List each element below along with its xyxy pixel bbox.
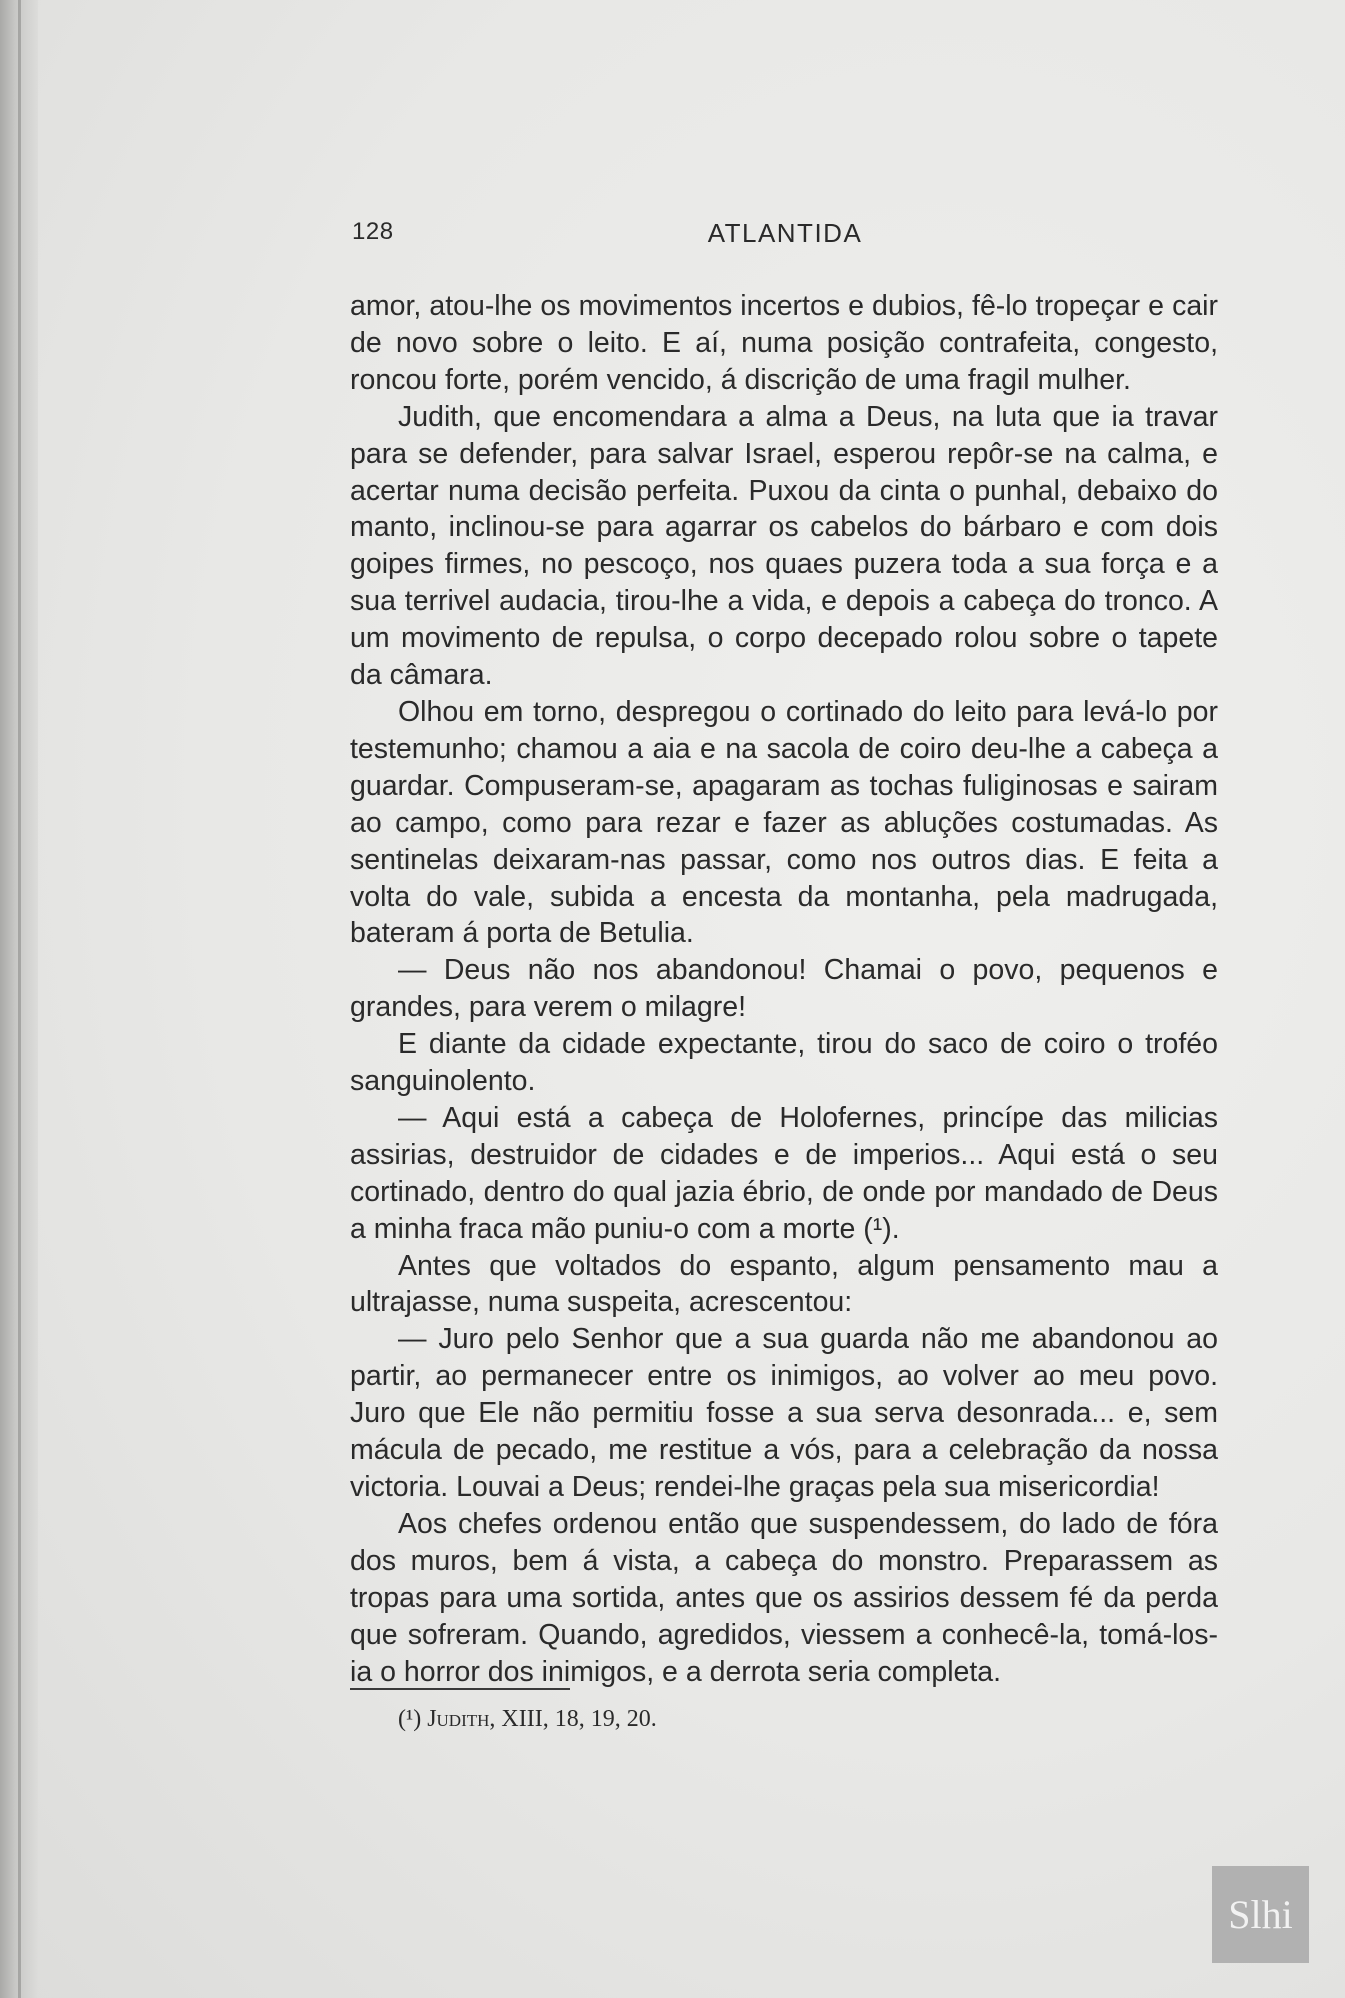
footnote-source: Judith [427, 1706, 490, 1732]
body-text [350, 288, 1218, 1690]
paragraph: Antes que voltados do espanto, algum pensamento mau a ultrajasse, numa suspeita, acrescentou: [350, 1249, 1218, 1319]
paragraph: Olhou em torno, despregou o cortinado do leito para levá-lo por testemunho; chamou a aia e na sacola de coiro deu-lhe a cabeça a guardar. Compuseram-se, apagaram as tochas fuliginosas e sairam ao campo, como para rezar e fazer as abluções costumadas. As sentinelas deixaram-nas passar, como nos outros dias. E feita a volta do vale, subida a encesta da montanha, pela madrugada, bateram á porta de Betulia. [350, 695, 1218, 950]
page-number: 128 [352, 218, 394, 245]
paragraph: E diante da cidade expectante, tirou do saco de coiro o troféo sanguinolento. [350, 1028, 1218, 1098]
running-title: ATLANTIDA [707, 218, 863, 248]
paragraph: — Deus não nos abandonou! Chamai o povo, pequenos e grandes, para verem o milagre! [350, 954, 1218, 1024]
footnote-divider [350, 1688, 570, 1690]
paragraph: — Aqui está a cabeça de Holofernes, princípe das milicias assirias, destruidor de cidades e de imperios... Aqui está o seu cortinado, dentro do qual jazia ébrio, de onde por mandado de Deus a minha fraca mão puniu-o com a morte (¹). [350, 1101, 1218, 1245]
paragraph: amor, atou-lhe os movimentos incertos e dubios, fê-lo tropeçar e cair de novo sobre o leito. E aí, numa posição contrafeita, congesto, roncou forte, porém vencido, á discrição de uma fragil mulher. [350, 290, 1218, 396]
footnote-reference: , XIII, 18, 19, 20. [489, 1706, 657, 1732]
library-watermark: Slhi [1212, 1866, 1309, 1963]
gutter-edge [18, 0, 21, 1998]
page-header [352, 218, 1218, 254]
paragraph: Judith, que encomendara a alma a Deus, na luta que ia travar para se defender, para salvar Israel, esperou repôr-se na calma, e acertar numa decisão perfeita. Puxou da cinta o punhal, debaixo do manto, inclinou-se para agarrar os cabelos do bárbaro e com dois goipes firmes, no pescoço, nos quaes puzera toda a sua força e a sua terrivel audacia, tirou-lhe a vida, e depois a cabeça do tronco. A um movimento de repulsa, o corpo decepado rolou sobre o tapete da câmara. [350, 400, 1218, 692]
footnote [398, 1706, 657, 1733]
paragraph: — Juro pelo Senhor que a sua guarda não me abandonou ao partir, ao permanecer entre os inimigos, ao volver ao meu povo. Juro que Ele não permitiu fosse a sua serva desonrada... e, sem mácula de pecado, me restitue a vós, para a celebração da nossa victoria. Louvai a Deus; rendei-lhe graças pela sua misericordia! [350, 1323, 1218, 1503]
footnote-marker: (¹) [398, 1706, 422, 1732]
paragraph: Aos chefes ordenou então que suspendessem, do lado de fóra dos muros, bem á vista, a cabeça do monstro. Preparassem as tropas para uma sortida, antes que os assirios dessem fé da perda que sofreram. Quando, agredidos, viessem a conhecê-la, tomá-los-ia o horror dos inimigos, e a derrota seria completa. [350, 1507, 1218, 1688]
